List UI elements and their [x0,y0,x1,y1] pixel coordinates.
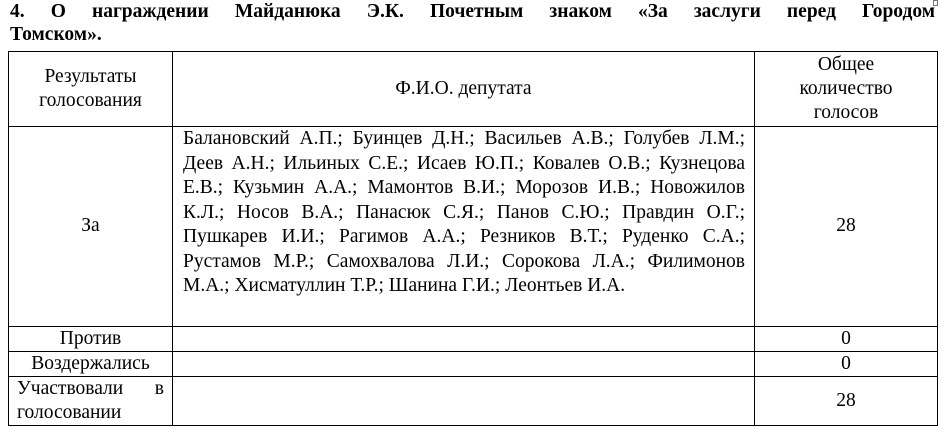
row-abstained-names [173,352,755,377]
table-row-for [9,127,938,327]
section-heading [10,0,935,46]
voting-results-table [8,51,938,426]
row-for-names: Балановский А.П.; Буинцев Д.Н.; Васильев А.В.; Голубев Л.М.; Деев А.Н.; Ильиных С.Е.; Исаев Ю.П.; Ковалев О.В.; Кузнецова Е.В.; Кузьмин А.А.; Мамонтов В.И.; Морозов И.В.; Новожилов К.Л.; Носов В.А.; Панасюк С.Я.; Панов С.Ю.; Правдин О.Г.; Пушкарев И.И.; Рагимов А.А.; Резников В.Т.; Руденко С.А.; Рустамов М.Р.; Самохвалова Л.И.; Сорокова Л.А.; Филимонов М.А.; Хисматуллин Т.Р.; Шанина Г.И.; Леонтьев И.А. [173,127,755,327]
row-against-count: 0 [755,327,938,352]
row-participated-count: 28 [755,377,938,426]
header-total [755,52,938,127]
header-results [9,52,173,127]
row-abstained-count: 0 [755,352,938,377]
row-for-count: 28 [755,127,938,327]
header-total-line3: голосов [813,102,879,123]
row-participated-names [173,377,755,426]
row-participated-label-line1: Участвовали в [17,378,164,399]
table-row-participated [9,377,938,426]
section-title-line2: Томском». [10,24,102,45]
row-abstained-label: Воздержались [9,352,173,377]
header-results-line2: голосования [39,90,142,111]
header-total-line1: Общее [817,54,875,75]
section-number: 4. [10,1,25,22]
row-participated-label-line2: голосовании [17,402,122,423]
table-row-abstained [9,352,938,377]
row-for-label: За [9,127,173,327]
header-names: Ф.И.О. депутата [173,52,755,127]
header-results-line1: Результаты [44,66,137,87]
table-row-against [9,327,938,352]
row-against-names [173,327,755,352]
row-against-label: Против [9,327,173,352]
row-participated-label [9,377,173,426]
section-title-line1: О награждении Майданюка Э.К. Почетным знаком «За заслуги перед Городом [50,1,936,22]
table-header-row [9,52,938,127]
section-heading-line1 [10,0,935,23]
anchor-marker-icon [933,0,938,6]
header-total-line2: количество [799,78,893,99]
